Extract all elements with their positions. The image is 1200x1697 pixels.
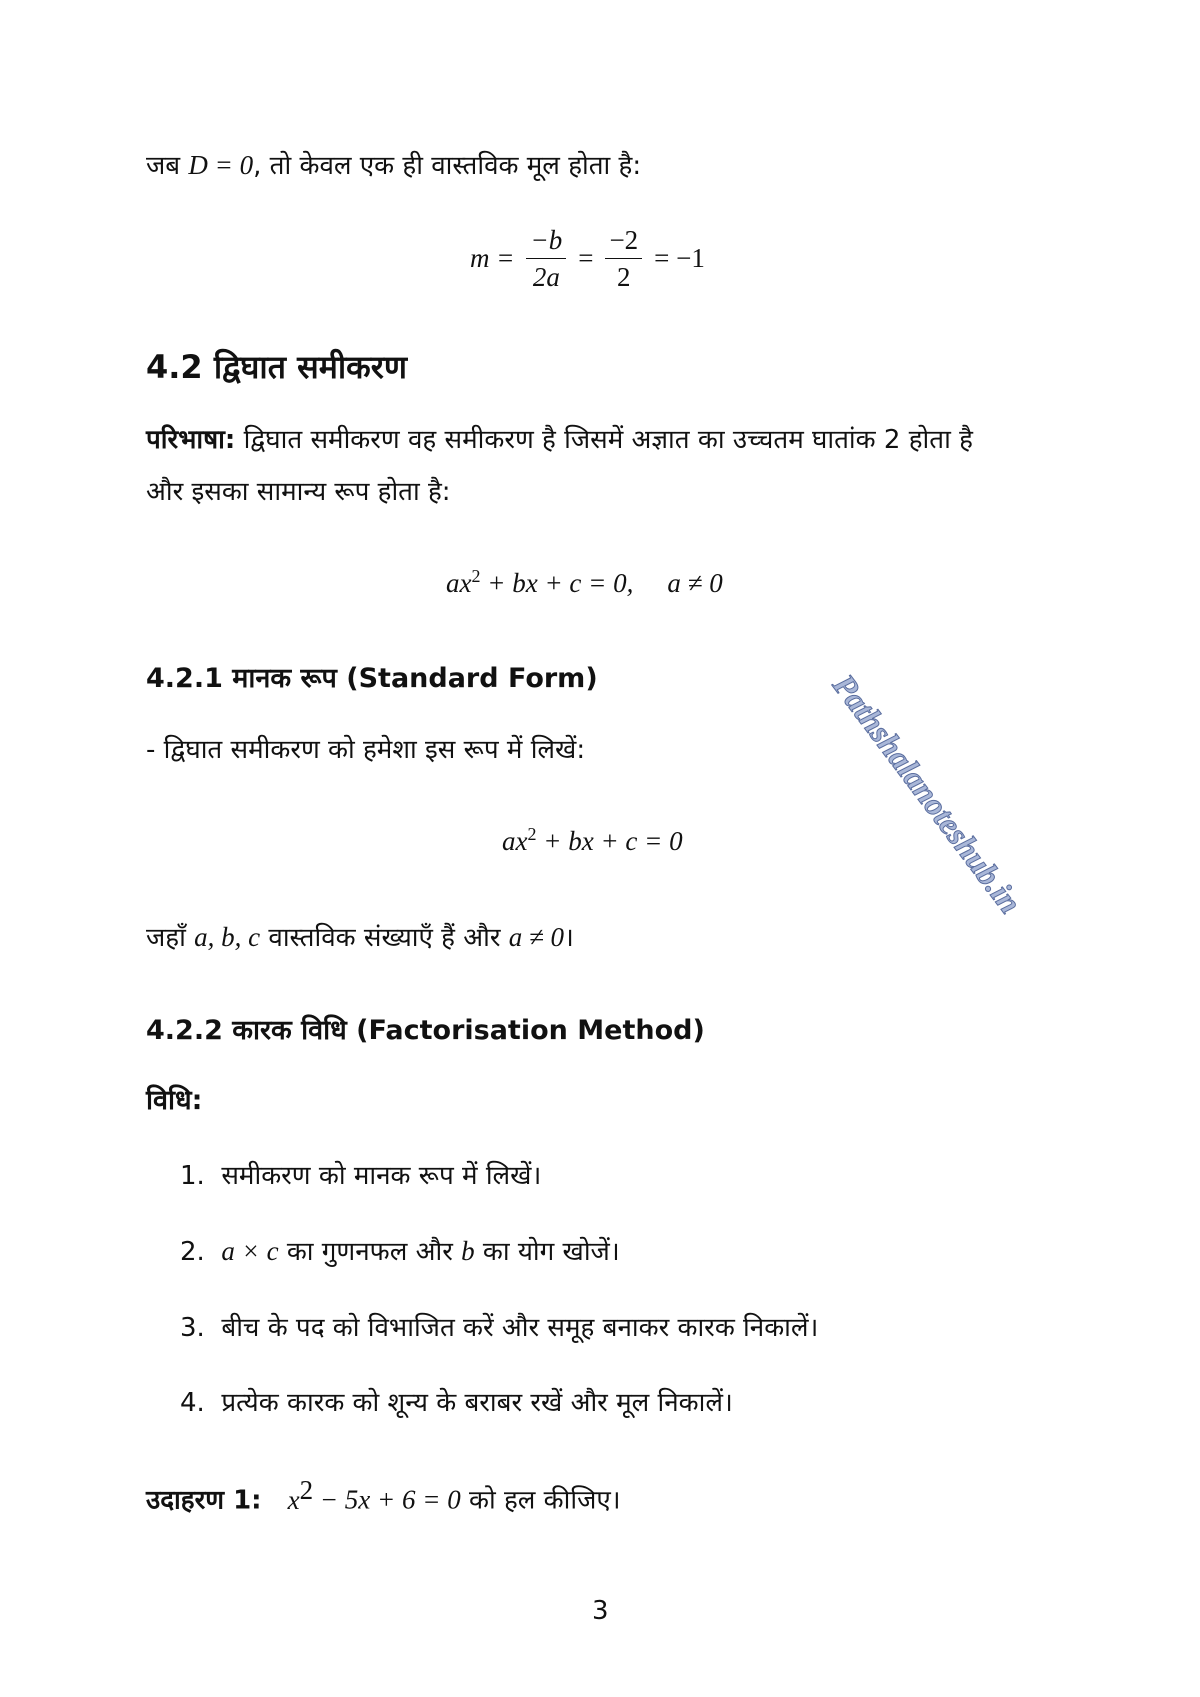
method-label: विधि:	[146, 1085, 203, 1116]
numerator: −b	[526, 222, 566, 259]
math: D = 0	[188, 150, 254, 180]
list-number: 1.	[180, 1161, 205, 1191]
math: a, b, c	[194, 922, 261, 952]
where-line	[146, 918, 574, 954]
math: m =	[470, 243, 515, 273]
text: का गुणनफल और	[278, 1237, 462, 1267]
text: वास्तविक संख्याएँ हैं और	[260, 923, 509, 953]
definition-line-2: और इसका सामान्य रूप होता है:	[146, 477, 451, 507]
definition-label: परिभाषा:	[146, 425, 236, 455]
math: = −1	[654, 243, 705, 273]
fraction	[526, 222, 566, 295]
text: प्रत्येक कारक को शून्य के बराबर रखें और मूल निकालें।	[221, 1388, 733, 1418]
fraction	[605, 222, 642, 295]
text: समीकरण को मानक रूप में लिखें।	[221, 1161, 542, 1191]
subsection-heading: 4.2.1 मानक रूप (Standard Form)	[146, 663, 598, 694]
example-line	[146, 1475, 621, 1517]
text: को हल कीजिए।	[460, 1485, 621, 1516]
list-item	[180, 1156, 541, 1192]
list-number: 2.	[180, 1237, 205, 1267]
math: a × c	[221, 1236, 279, 1266]
math: a ≠ 0	[667, 568, 723, 598]
text: द्विघात समीकरण वह समीकरण है जिसमें अज्ञात का उच्चतम घातांक 2 होता है	[235, 425, 973, 455]
page-number: 3	[592, 1596, 609, 1626]
numerator: −2	[605, 222, 642, 259]
text: ।	[564, 923, 574, 953]
equation-general	[446, 566, 723, 599]
list-item	[180, 1308, 818, 1344]
math: ax	[502, 826, 528, 856]
subsection-heading: 4.2.2 कारक विधि (Factorisation Method)	[146, 1015, 705, 1046]
math: x	[287, 1484, 300, 1515]
math: b	[461, 1236, 475, 1266]
equation-standard	[502, 824, 683, 857]
math: − 5x + 6 = 0	[313, 1484, 461, 1515]
denominator: 2a	[532, 262, 560, 292]
math: + bx + c = 0,	[480, 568, 634, 598]
text: का योग खोजें।	[474, 1237, 620, 1267]
text: जहाँ	[146, 923, 195, 953]
text: जब	[146, 151, 189, 181]
bullet-text: - द्विघात समीकरण को हमेशा इस रूप में लिखें:	[146, 735, 586, 765]
list-item	[180, 1383, 733, 1419]
text: , तो केवल एक ही वास्तविक मूल होता है:	[253, 151, 642, 181]
math: a ≠ 0	[508, 922, 565, 952]
exponent: 2	[471, 566, 481, 586]
equation-m	[470, 222, 705, 295]
denominator: 2	[617, 262, 631, 292]
list-number: 3.	[180, 1313, 205, 1343]
exponent: 2	[299, 1475, 314, 1505]
list-number: 4.	[180, 1388, 205, 1418]
text: बीच के पद को विभाजित करें और समूह बनाकर कारक निकालें।	[221, 1313, 819, 1343]
definition-line	[146, 420, 973, 456]
math: ax	[446, 568, 472, 598]
list-item	[180, 1232, 620, 1268]
watermark: Pathshalanoteshub.in	[826, 667, 1029, 920]
exponent: 2	[527, 824, 537, 844]
math: =	[578, 243, 594, 273]
example-label: उदाहरण 1:	[146, 1485, 262, 1516]
text-line	[146, 146, 641, 182]
math: + bx + c = 0	[536, 826, 683, 856]
section-heading: 4.2 द्विघात समीकरण	[146, 348, 407, 386]
